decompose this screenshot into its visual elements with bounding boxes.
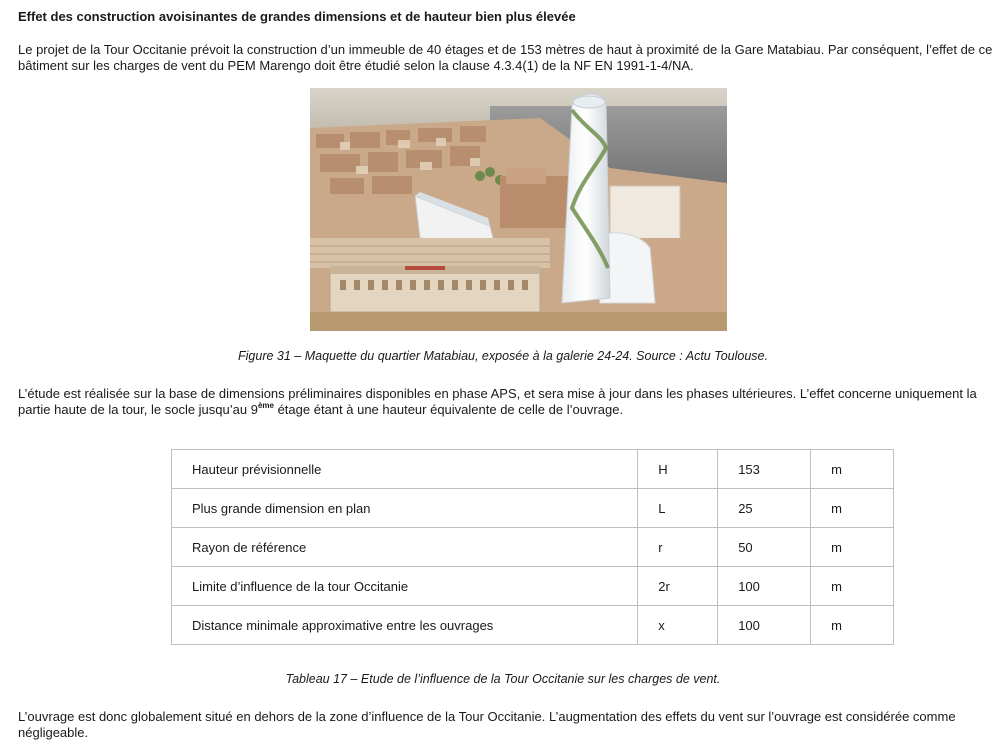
row-value: 100 — [718, 567, 811, 606]
figure-caption: Figure 31 – Maquette du quartier Matabiau, exposée à la galerie 24-24. Source : Actu Toulouse. — [238, 349, 768, 363]
row-label: Plus grande dimension en plan — [172, 489, 638, 528]
row-symbol: 2r — [638, 567, 718, 606]
row-unit: m — [811, 528, 894, 567]
intro-paragraph: Le projet de la Tour Occitanie prévoit la construction d’un immeuble de 40 étages et de 153 mètres de haut à proximité de la Gare Matabiau. Par conséquent, l’effet de ce bâtiment sur les charges de vent du PEM Marengo doit être étudié selon la clause 4.3.4(1) de la NF EN 1991-1-4/NA. — [18, 42, 993, 73]
row-unit: m — [811, 606, 894, 645]
row-value: 25 — [718, 489, 811, 528]
row-value: 50 — [718, 528, 811, 567]
row-label: Rayon de référence — [172, 528, 638, 567]
table-caption: Tableau 17 – Etude de l’influence de la Tour Occitanie sur les charges de vent. — [285, 672, 721, 686]
study-paragraph-text: L’étude est réalisée sur la base de dimensions préliminaires disponibles en phase APS, et sera mise à jour dans les phases ultérieures. L’effet concerne uniquement la partie haute de la tour, le socle jusqu’au 9 — [18, 386, 977, 417]
row-label: Limite d’influence de la tour Occitanie — [172, 567, 638, 606]
row-value: 100 — [718, 606, 811, 645]
study-paragraph-end: étage étant à une hauteur équivalente de celle de l’ouvrage. — [273, 402, 624, 417]
conclusion-paragraph: L’ouvrage est donc globalement situé en dehors de la zone d’influence de la Tour Occitanie. L’augmentation des effets du vent sur l’ouvrage est considérée comme négligeable. — [18, 709, 956, 740]
table-row — [172, 606, 894, 645]
table-row — [172, 528, 894, 567]
row-label: Hauteur prévisionnelle — [172, 450, 638, 489]
study-paragraph — [18, 386, 998, 418]
ordinal-suffix: ème — [257, 400, 274, 410]
row-symbol: L — [638, 489, 718, 528]
row-symbol: r — [638, 528, 718, 567]
row-unit: m — [811, 489, 894, 528]
table-row — [172, 567, 894, 606]
section-heading: Effet des construction avoisinantes de grandes dimensions et de hauteur bien plus élevée — [18, 9, 576, 24]
row-value: 153 — [718, 450, 811, 489]
influence-table — [171, 449, 894, 645]
table-row — [172, 450, 894, 489]
table-row — [172, 489, 894, 528]
row-symbol: H — [638, 450, 718, 489]
model-photo — [310, 88, 727, 331]
row-unit: m — [811, 567, 894, 606]
row-label: Distance minimale approximative entre les ouvrages — [172, 606, 638, 645]
row-unit: m — [811, 450, 894, 489]
row-symbol: x — [638, 606, 718, 645]
